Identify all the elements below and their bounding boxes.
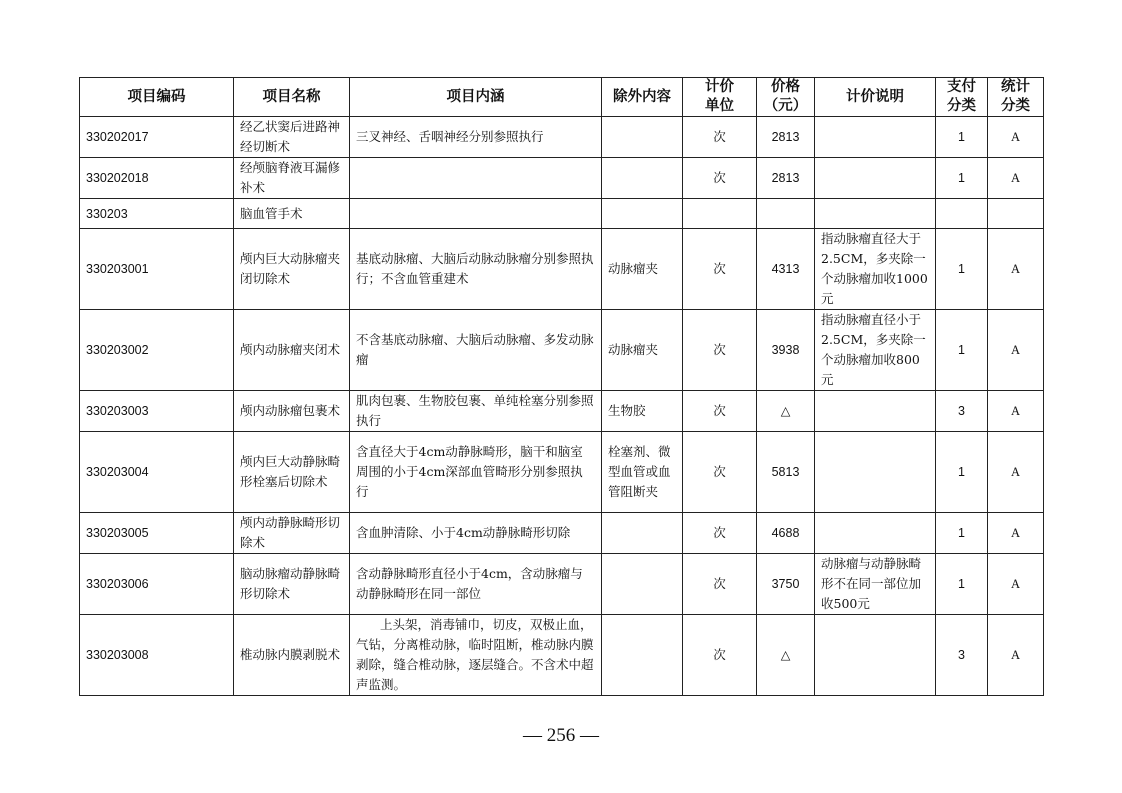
header-price bbox=[757, 78, 815, 117]
cell-pay: 1 bbox=[936, 117, 988, 158]
cell-name: 颅内动脉瘤包裹术 bbox=[234, 391, 350, 432]
cell-exclude bbox=[602, 117, 683, 158]
cell-code: 330203004 bbox=[80, 432, 234, 513]
cell-pay: 1 bbox=[936, 310, 988, 391]
cell-code: 330203008 bbox=[80, 615, 234, 696]
table-row bbox=[80, 199, 1044, 229]
header-pay bbox=[936, 78, 988, 117]
header-price-line1: 价格 bbox=[771, 79, 800, 95]
cell-exclude bbox=[602, 199, 683, 229]
cell-note: 动脉瘤与动静脉畸形不在同一部位加收500元 bbox=[815, 554, 936, 615]
cell-exclude: 动脉瘤夹 bbox=[602, 229, 683, 310]
cell-stat: A bbox=[988, 310, 1044, 391]
cell-pay: 3 bbox=[936, 615, 988, 696]
table-row bbox=[80, 554, 1044, 615]
cell-stat: A bbox=[988, 554, 1044, 615]
header-note: 计价说明 bbox=[815, 78, 936, 117]
cell-code: 330202017 bbox=[80, 117, 234, 158]
cell-price: 3750 bbox=[757, 554, 815, 615]
header-stat-line1: 统计 bbox=[1001, 79, 1030, 95]
cell-note bbox=[815, 117, 936, 158]
cell-content bbox=[350, 158, 602, 199]
header-stat-line2: 分类 bbox=[1001, 98, 1030, 114]
cell-code: 330202018 bbox=[80, 158, 234, 199]
cell-name: 经颅脑脊液耳漏修补术 bbox=[234, 158, 350, 199]
cell-note: 指动脉瘤直径大于2.5CM，多夹除一个动脉瘤加收1000元 bbox=[815, 229, 936, 310]
cell-content: 含动静脉畸形直径小于4cm，含动脉瘤与动静脉畸形在同一部位 bbox=[350, 554, 602, 615]
cell-pay bbox=[936, 199, 988, 229]
cell-price: △ bbox=[757, 615, 815, 696]
cell-code: 330203003 bbox=[80, 391, 234, 432]
cell-pay: 1 bbox=[936, 513, 988, 554]
cell-price: 2813 bbox=[757, 158, 815, 199]
cell-exclude bbox=[602, 554, 683, 615]
cell-exclude bbox=[602, 615, 683, 696]
cell-exclude bbox=[602, 158, 683, 199]
table-row bbox=[80, 432, 1044, 513]
cell-name: 椎动脉内膜剥脱术 bbox=[234, 615, 350, 696]
cell-code: 330203002 bbox=[80, 310, 234, 391]
cell-name: 颅内巨大动静脉畸形栓塞后切除术 bbox=[234, 432, 350, 513]
cell-stat: A bbox=[988, 615, 1044, 696]
cell-stat bbox=[988, 199, 1044, 229]
cell-content: 基底动脉瘤、大脑后动脉动脉瘤分别参照执行；不含血管重建术 bbox=[350, 229, 602, 310]
cell-unit: 次 bbox=[683, 310, 757, 391]
cell-unit: 次 bbox=[683, 229, 757, 310]
cell-code: 330203005 bbox=[80, 513, 234, 554]
cell-unit: 次 bbox=[683, 432, 757, 513]
cell-exclude: 生物胶 bbox=[602, 391, 683, 432]
cell-unit: 次 bbox=[683, 513, 757, 554]
cell-name: 颅内动脉瘤夹闭术 bbox=[234, 310, 350, 391]
cell-content: 含直径大于4cm动静脉畸形，脑干和脑室周围的小于4cm深部血管畸形分别参照执行 bbox=[350, 432, 602, 513]
cell-code: 330203001 bbox=[80, 229, 234, 310]
header-code: 项目编码 bbox=[80, 78, 234, 117]
cell-price: 4313 bbox=[757, 229, 815, 310]
cell-unit: 次 bbox=[683, 117, 757, 158]
table-row bbox=[80, 513, 1044, 554]
cell-name: 脑血管手术 bbox=[234, 199, 350, 229]
cell-stat: A bbox=[988, 513, 1044, 554]
cell-exclude: 栓塞剂、微型血管或血管阻断夹 bbox=[602, 432, 683, 513]
header-exclude: 除外内容 bbox=[602, 78, 683, 117]
cell-stat: A bbox=[988, 158, 1044, 199]
cell-pay: 1 bbox=[936, 158, 988, 199]
cell-unit: 次 bbox=[683, 158, 757, 199]
cell-name: 颅内巨大动脉瘤夹闭切除术 bbox=[234, 229, 350, 310]
cell-unit bbox=[683, 199, 757, 229]
cell-pay: 1 bbox=[936, 229, 988, 310]
cell-name: 脑动脉瘤动静脉畸形切除术 bbox=[234, 554, 350, 615]
price-table bbox=[79, 77, 1044, 696]
header-unit-line1: 计价 bbox=[705, 79, 734, 95]
cell-note bbox=[815, 158, 936, 199]
table-row bbox=[80, 615, 1044, 696]
cell-pay: 1 bbox=[936, 432, 988, 513]
cell-price: 4688 bbox=[757, 513, 815, 554]
cell-name: 经乙状窦后进路神经切断术 bbox=[234, 117, 350, 158]
cell-note bbox=[815, 432, 936, 513]
cell-price: 5813 bbox=[757, 432, 815, 513]
cell-code: 330203006 bbox=[80, 554, 234, 615]
cell-content: 含血肿清除、小于4cm动静脉畸形切除 bbox=[350, 513, 602, 554]
table-row bbox=[80, 229, 1044, 310]
cell-price: 2813 bbox=[757, 117, 815, 158]
cell-note bbox=[815, 615, 936, 696]
cell-stat: A bbox=[988, 229, 1044, 310]
header-unit-line2: 单位 bbox=[705, 98, 734, 114]
cell-content: 三叉神经、舌咽神经分别参照执行 bbox=[350, 117, 602, 158]
cell-note bbox=[815, 513, 936, 554]
cell-note: 指动脉瘤直径小于2.5CM，多夹除一个动脉瘤加收800元 bbox=[815, 310, 936, 391]
cell-stat: A bbox=[988, 391, 1044, 432]
cell-price bbox=[757, 199, 815, 229]
cell-code: 330203 bbox=[80, 199, 234, 229]
header-stat bbox=[988, 78, 1044, 117]
header-pay-line2: 分类 bbox=[947, 98, 976, 114]
page-number: — 256 — bbox=[523, 725, 599, 746]
cell-unit: 次 bbox=[683, 554, 757, 615]
cell-exclude bbox=[602, 513, 683, 554]
header-name: 项目名称 bbox=[234, 78, 350, 117]
header-pay-line1: 支付 bbox=[947, 79, 976, 95]
cell-content: 肌肉包裹、生物胶包裹、单纯栓塞分别参照执行 bbox=[350, 391, 602, 432]
cell-exclude: 动脉瘤夹 bbox=[602, 310, 683, 391]
table-row bbox=[80, 391, 1044, 432]
cell-content: 不含基底动脉瘤、大脑后动脉瘤、多发动脉瘤 bbox=[350, 310, 602, 391]
header-price-line2: （元） bbox=[763, 98, 808, 114]
cell-note bbox=[815, 199, 936, 229]
cell-price: 3938 bbox=[757, 310, 815, 391]
table-row bbox=[80, 158, 1044, 199]
cell-stat: A bbox=[988, 432, 1044, 513]
cell-name: 颅内动静脉畸形切除术 bbox=[234, 513, 350, 554]
table-row bbox=[80, 310, 1044, 391]
cell-price: △ bbox=[757, 391, 815, 432]
cell-unit: 次 bbox=[683, 615, 757, 696]
cell-content bbox=[350, 199, 602, 229]
cell-stat: A bbox=[988, 117, 1044, 158]
cell-pay: 1 bbox=[936, 554, 988, 615]
header-content: 项目内涵 bbox=[350, 78, 602, 117]
header-unit bbox=[683, 78, 757, 117]
table-header-row bbox=[80, 78, 1044, 117]
table-row bbox=[80, 117, 1044, 158]
cell-unit: 次 bbox=[683, 391, 757, 432]
cell-note bbox=[815, 391, 936, 432]
cell-pay: 3 bbox=[936, 391, 988, 432]
cell-content: 上头架，消毒铺巾，切皮，双极止血，气钻，分离椎动脉，临时阻断，椎动脉内膜剥除，缝合椎动脉，逐层缝合。不含术中超声监测。 bbox=[350, 615, 602, 696]
